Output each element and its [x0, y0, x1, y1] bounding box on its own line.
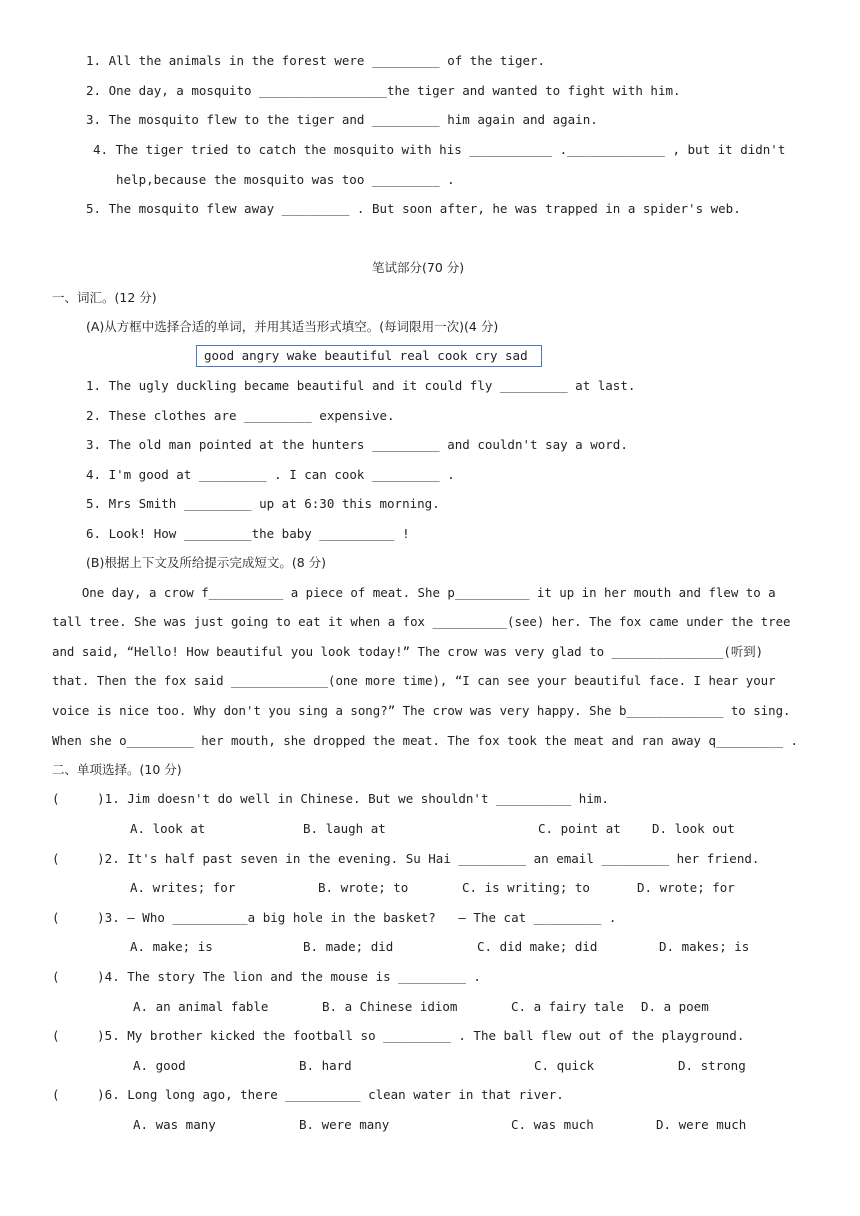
vocab-item-3: 3. The old man pointed at the hunters _________ and couldn't say a word.	[86, 437, 628, 452]
listening-item-3: 3. The mosquito flew to the tiger and _________ him again and again.	[86, 112, 598, 127]
vocab-item-2: 2. These clothes are _________ expensive.	[86, 408, 395, 423]
vocab-item-5: 5. Mrs Smith _________ up at 6:30 this morning.	[86, 496, 440, 511]
q1-option-d: D. look out	[652, 821, 735, 836]
word-box	[196, 345, 542, 367]
q2-option-d: D. wrote; for	[637, 880, 735, 895]
question-6: ( )6. Long long ago, there __________ clean water in that river.	[52, 1087, 564, 1102]
q3-option-a: A. make; is	[130, 939, 213, 954]
q3-option-d: D. makes; is	[659, 939, 750, 954]
listening-item-4-cont: help,because the mosquito was too _________ .	[116, 172, 455, 187]
question-4: ( )4. The story The lion and the mouse is _________ .	[52, 969, 481, 984]
q4-option-d: D. a poem	[641, 999, 709, 1014]
part2-heading: 二、单项选择。(10 分)	[52, 762, 182, 777]
q1-option-b: B. laugh at	[303, 821, 386, 836]
word-box-text: good angry wake beautiful real cook cry sad	[204, 348, 528, 363]
passage-line-4: that. Then the fox said _____________(one more time), “I can see your beautiful face. I hear your	[52, 673, 776, 688]
vocab-item-1: 1. The ugly duckling became beautiful and it could fly _________ at last.	[86, 378, 636, 393]
q5-option-d: D. strong	[678, 1058, 746, 1073]
part1-a-instruction: (A)从方框中选择合适的单词，并用其适当形式填空。(每词限用一次)(4 分)	[86, 319, 499, 334]
passage-line-2: tall tree. She was just going to eat it when a fox __________(see) her. The fox came under the tree	[52, 614, 791, 629]
listening-item-2: 2. One day, a mosquito _________________the tiger and wanted to fight with him.	[86, 83, 681, 98]
q3-option-c: C. did make; did	[477, 939, 598, 954]
vocab-item-6: 6. Look! How _________the baby __________ !	[86, 526, 410, 541]
q6-option-a: A. was many	[133, 1117, 216, 1132]
q6-option-b: B. were many	[299, 1117, 390, 1132]
q4-option-b: B. a Chinese idiom	[322, 999, 458, 1014]
vocab-item-4: 4. I'm good at _________ . I can cook _________ .	[86, 467, 455, 482]
question-1: ( )1. Jim doesn't do well in Chinese. But we shouldn't __________ him.	[52, 791, 609, 806]
passage-line-3: and said, “Hello! How beautiful you look today!” The crow was very glad to _______________(听到)	[52, 644, 764, 659]
listening-item-1: 1. All the animals in the forest were _________ of the tiger.	[86, 53, 546, 68]
passage-line-6: When she o_________ her mouth, she dropped the meat. The fox took the meat and ran away q_________ .	[52, 733, 798, 748]
q6-option-d: D. were much	[656, 1117, 747, 1132]
listening-item-5: 5. The mosquito flew away _________ . But soon after, he was trapped in a spider's web.	[86, 201, 741, 216]
q4-option-c: C. a fairy tale	[511, 999, 624, 1014]
q1-option-a: A. look at	[130, 821, 206, 836]
passage-line-5: voice is nice too. Why don't you sing a song?” The crow was very happy. She b_____________ to sing.	[52, 703, 791, 718]
section-title: 笔试部分(70 分)	[372, 260, 465, 275]
q3-option-b: B. made; did	[303, 939, 394, 954]
question-2: ( )2. It's half past seven in the evening. Su Hai _________ an email _________ her friend.	[52, 851, 760, 866]
question-5: ( )5. My brother kicked the football so _________ . The ball flew out of the playground.	[52, 1028, 745, 1043]
q5-option-c: C. quick	[534, 1058, 595, 1073]
part1-heading: 一、词汇。(12 分)	[52, 290, 157, 305]
passage-line-1: One day, a crow f__________ a piece of meat. She p__________ it up in her mouth and flew to a	[52, 585, 776, 600]
q6-option-c: C. was much	[511, 1117, 594, 1132]
q2-option-a: A. writes; for	[130, 880, 236, 895]
q1-option-c: C. point at	[538, 821, 621, 836]
question-3: ( )3. — Who __________a big hole in the basket? — The cat _________ .	[52, 910, 617, 925]
q5-option-b: B. hard	[299, 1058, 352, 1073]
q4-option-a: A. an animal fable	[133, 999, 269, 1014]
listening-item-4: 4. The tiger tried to catch the mosquito with his ___________ ._____________ , but it didn't	[93, 142, 786, 157]
q5-option-a: A. good	[133, 1058, 186, 1073]
q2-option-c: C. is writing; to	[462, 880, 590, 895]
q2-option-b: B. wrote; to	[318, 880, 409, 895]
part1-b-instruction: (B)根据上下文及所给提示完成短文。(8 分)	[86, 555, 327, 570]
